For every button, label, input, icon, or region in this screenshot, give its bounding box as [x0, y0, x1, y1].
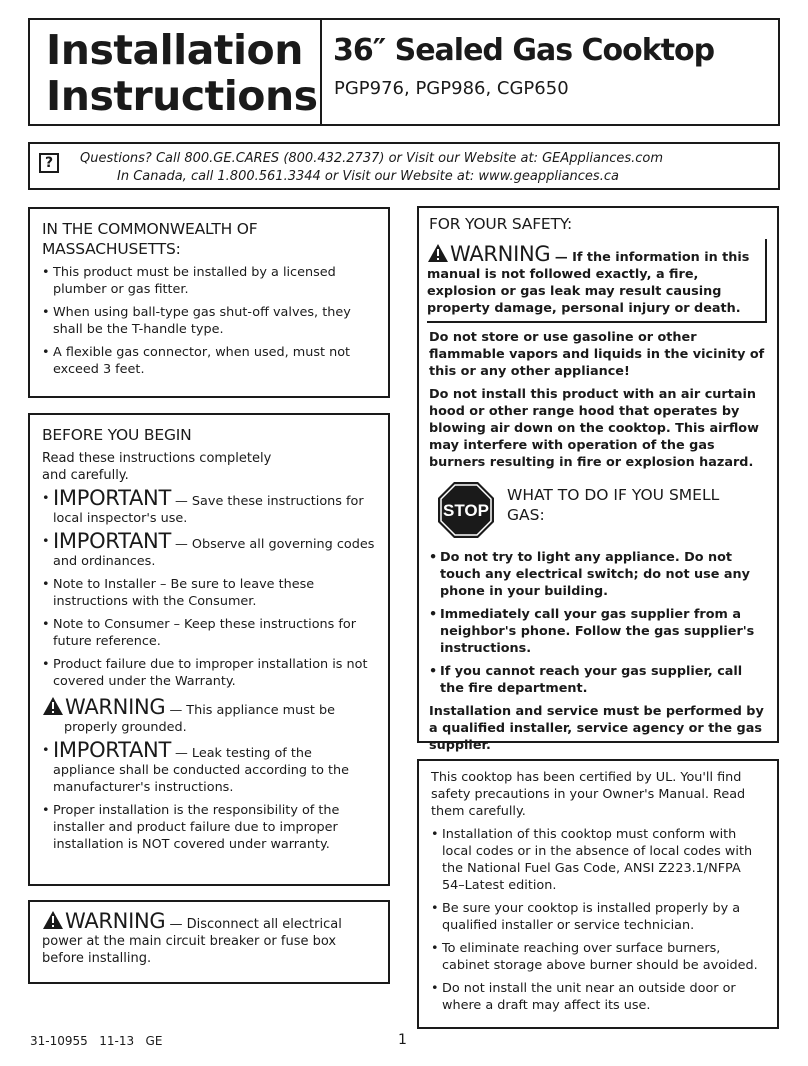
smell-gas-list: [429, 549, 767, 697]
safety-paragraph-air-curtain: Do not install this product with an air curtain hood or other range hood that operates by blowing air down on the cooktop. This airflow may interfere with operation of the gas burners resulting in fire or explosion hazard.: [429, 387, 759, 470]
disconnect-warning: [42, 910, 376, 967]
certification-list: [431, 826, 765, 1014]
list-item: • Be sure your cooktop is installed properly by a qualified installer or service technician.: [431, 900, 765, 934]
before-you-begin-list: [42, 486, 376, 690]
for-your-safety-box: [417, 206, 779, 753]
safety-closing: Installation and service must be performed by a qualified installer, service agency or the gas supplier.: [429, 704, 764, 753]
massachusetts-title-line-2: MASSACHUSETTS:: [42, 240, 181, 258]
disconnect-warning-text: — Disconnect all electrical power at the main circuit breaker or fuse box before installing.: [42, 917, 342, 966]
important-text: — Observe all governing codes and ordinances.: [53, 537, 375, 569]
stop-sign-text: STOP: [443, 501, 489, 520]
important-label: IMPORTANT: [53, 738, 171, 762]
list-item: • Note to Installer – Be sure to leave these instructions with the Consumer.: [42, 576, 376, 610]
list-item: • Do not install the unit near an outside door or where a draft may affect its use.: [431, 980, 765, 1014]
massachusetts-title: [42, 219, 376, 259]
important-label: IMPORTANT: [53, 486, 171, 510]
safety-paragraph-flammable: Do not store or use gasoline or other flammable vapors and liquids in the vicinity of this or any other appliance!: [429, 330, 765, 379]
list-item: • Installation of this cooktop must conform with local codes or in the absence of local codes with the National Fuel Gas Code, ANSI Z223.1/NFPA 54–Latest edition.: [431, 826, 765, 894]
warning-label: WARNING: [450, 242, 551, 266]
list-item: • Product failure due to improper installation is not covered under the Warranty.: [42, 656, 376, 690]
safety-warning: [427, 243, 759, 317]
warning-triangle-icon: [42, 696, 64, 716]
massachusetts-title-line-1: IN THE COMMONWEALTH OF: [42, 220, 258, 238]
warning-text: — This appliance must be properly grounded.: [64, 703, 335, 735]
important-item: [42, 486, 376, 527]
massachusetts-box: [28, 207, 390, 398]
product-title: 36″ Sealed Gas Cooktop: [333, 33, 715, 68]
list-item: • Proper installation is the responsibility of the installer and product failure due to improper installation is NOT covered under warranty.: [42, 802, 376, 853]
question-mark-icon: ?: [39, 153, 59, 173]
smell-gas-title: WHAT TO DO IF YOU SMELL GAS:: [507, 486, 720, 524]
list-item: • To eliminate reaching over surface burners, cabinet storage above burner should be avoided.: [431, 940, 765, 974]
list-item: • When using ball-type gas shut-off valves, they shall be the T-handle type.: [42, 304, 376, 338]
list-item: • A flexible gas connector, when used, must not exceed 3 feet.: [42, 344, 376, 378]
stop-sign-icon: [437, 481, 495, 539]
model-numbers: PGP976, PGP986, CGP650: [334, 78, 569, 99]
certification-intro: This cooktop has been certified by UL. You'll find safety precautions in your Owner's Manual. Read them carefully.: [431, 770, 746, 819]
list-item: • If you cannot reach your gas supplier, call the fire department.: [429, 663, 767, 697]
questions-line-canada: In Canada, call 1.800.561.3344 or Visit our Website at: www.geappliances.ca: [117, 169, 619, 184]
important-item: [42, 529, 376, 570]
before-you-begin-box: [28, 413, 390, 886]
questions-line-us: Questions? Call 800.GE.CARES (800.432.2737) or Visit our Website at: GEAppliances.com: [80, 151, 664, 166]
list-item: • This product must be installed by a licensed plumber or gas fitter.: [42, 264, 376, 298]
certification-box: [417, 759, 779, 1029]
important-label: IMPORTANT: [53, 529, 171, 553]
warning-label: WARNING: [65, 909, 166, 933]
title-line-1: Installation: [46, 26, 303, 74]
list-item: • Note to Consumer – Keep these instructions for future reference.: [42, 616, 376, 650]
header-box: [28, 18, 780, 126]
title-line-2: Instructions: [46, 72, 318, 120]
smell-gas-header: [429, 477, 767, 543]
grounded-warning: [42, 696, 376, 736]
important-text: — Save these instructions for local inspector's use.: [53, 494, 364, 526]
before-you-begin-title: BEFORE YOU BEGIN: [42, 426, 192, 444]
safety-title: FOR YOUR SAFETY:: [429, 215, 573, 233]
important-item: [42, 738, 376, 796]
document-code: 31-10955 11-13 GE: [30, 1034, 163, 1048]
disconnect-warning-box: [28, 900, 390, 984]
warning-triangle-icon: [427, 243, 449, 263]
list-item: • Do not try to light any appliance. Do not touch any electrical switch; do not use any phone in your building.: [429, 549, 767, 600]
questions-box: [28, 142, 780, 190]
safety-warning-text: — If the information in this manual is not followed exactly, a fire, explosion or gas leak may result causing property damage, personal injury or death.: [427, 250, 750, 316]
warning-triangle-icon: [42, 910, 64, 930]
safety-warning-box: [427, 239, 767, 323]
important-text: — Leak testing of the appliance shall be conducted according to the manufacturer's instructions.: [53, 746, 349, 795]
page-number: 1: [398, 1032, 407, 1048]
before-you-begin-list-2: [42, 738, 376, 853]
warning-label: WARNING: [65, 695, 166, 719]
list-item: • Immediately call your gas supplier from a neighbor's phone. Follow the gas supplier's instructions.: [429, 606, 767, 657]
before-you-begin-intro: Read these instructions completely and carefully.: [42, 451, 272, 483]
massachusetts-list: [42, 264, 376, 378]
header-divider: [320, 20, 322, 124]
